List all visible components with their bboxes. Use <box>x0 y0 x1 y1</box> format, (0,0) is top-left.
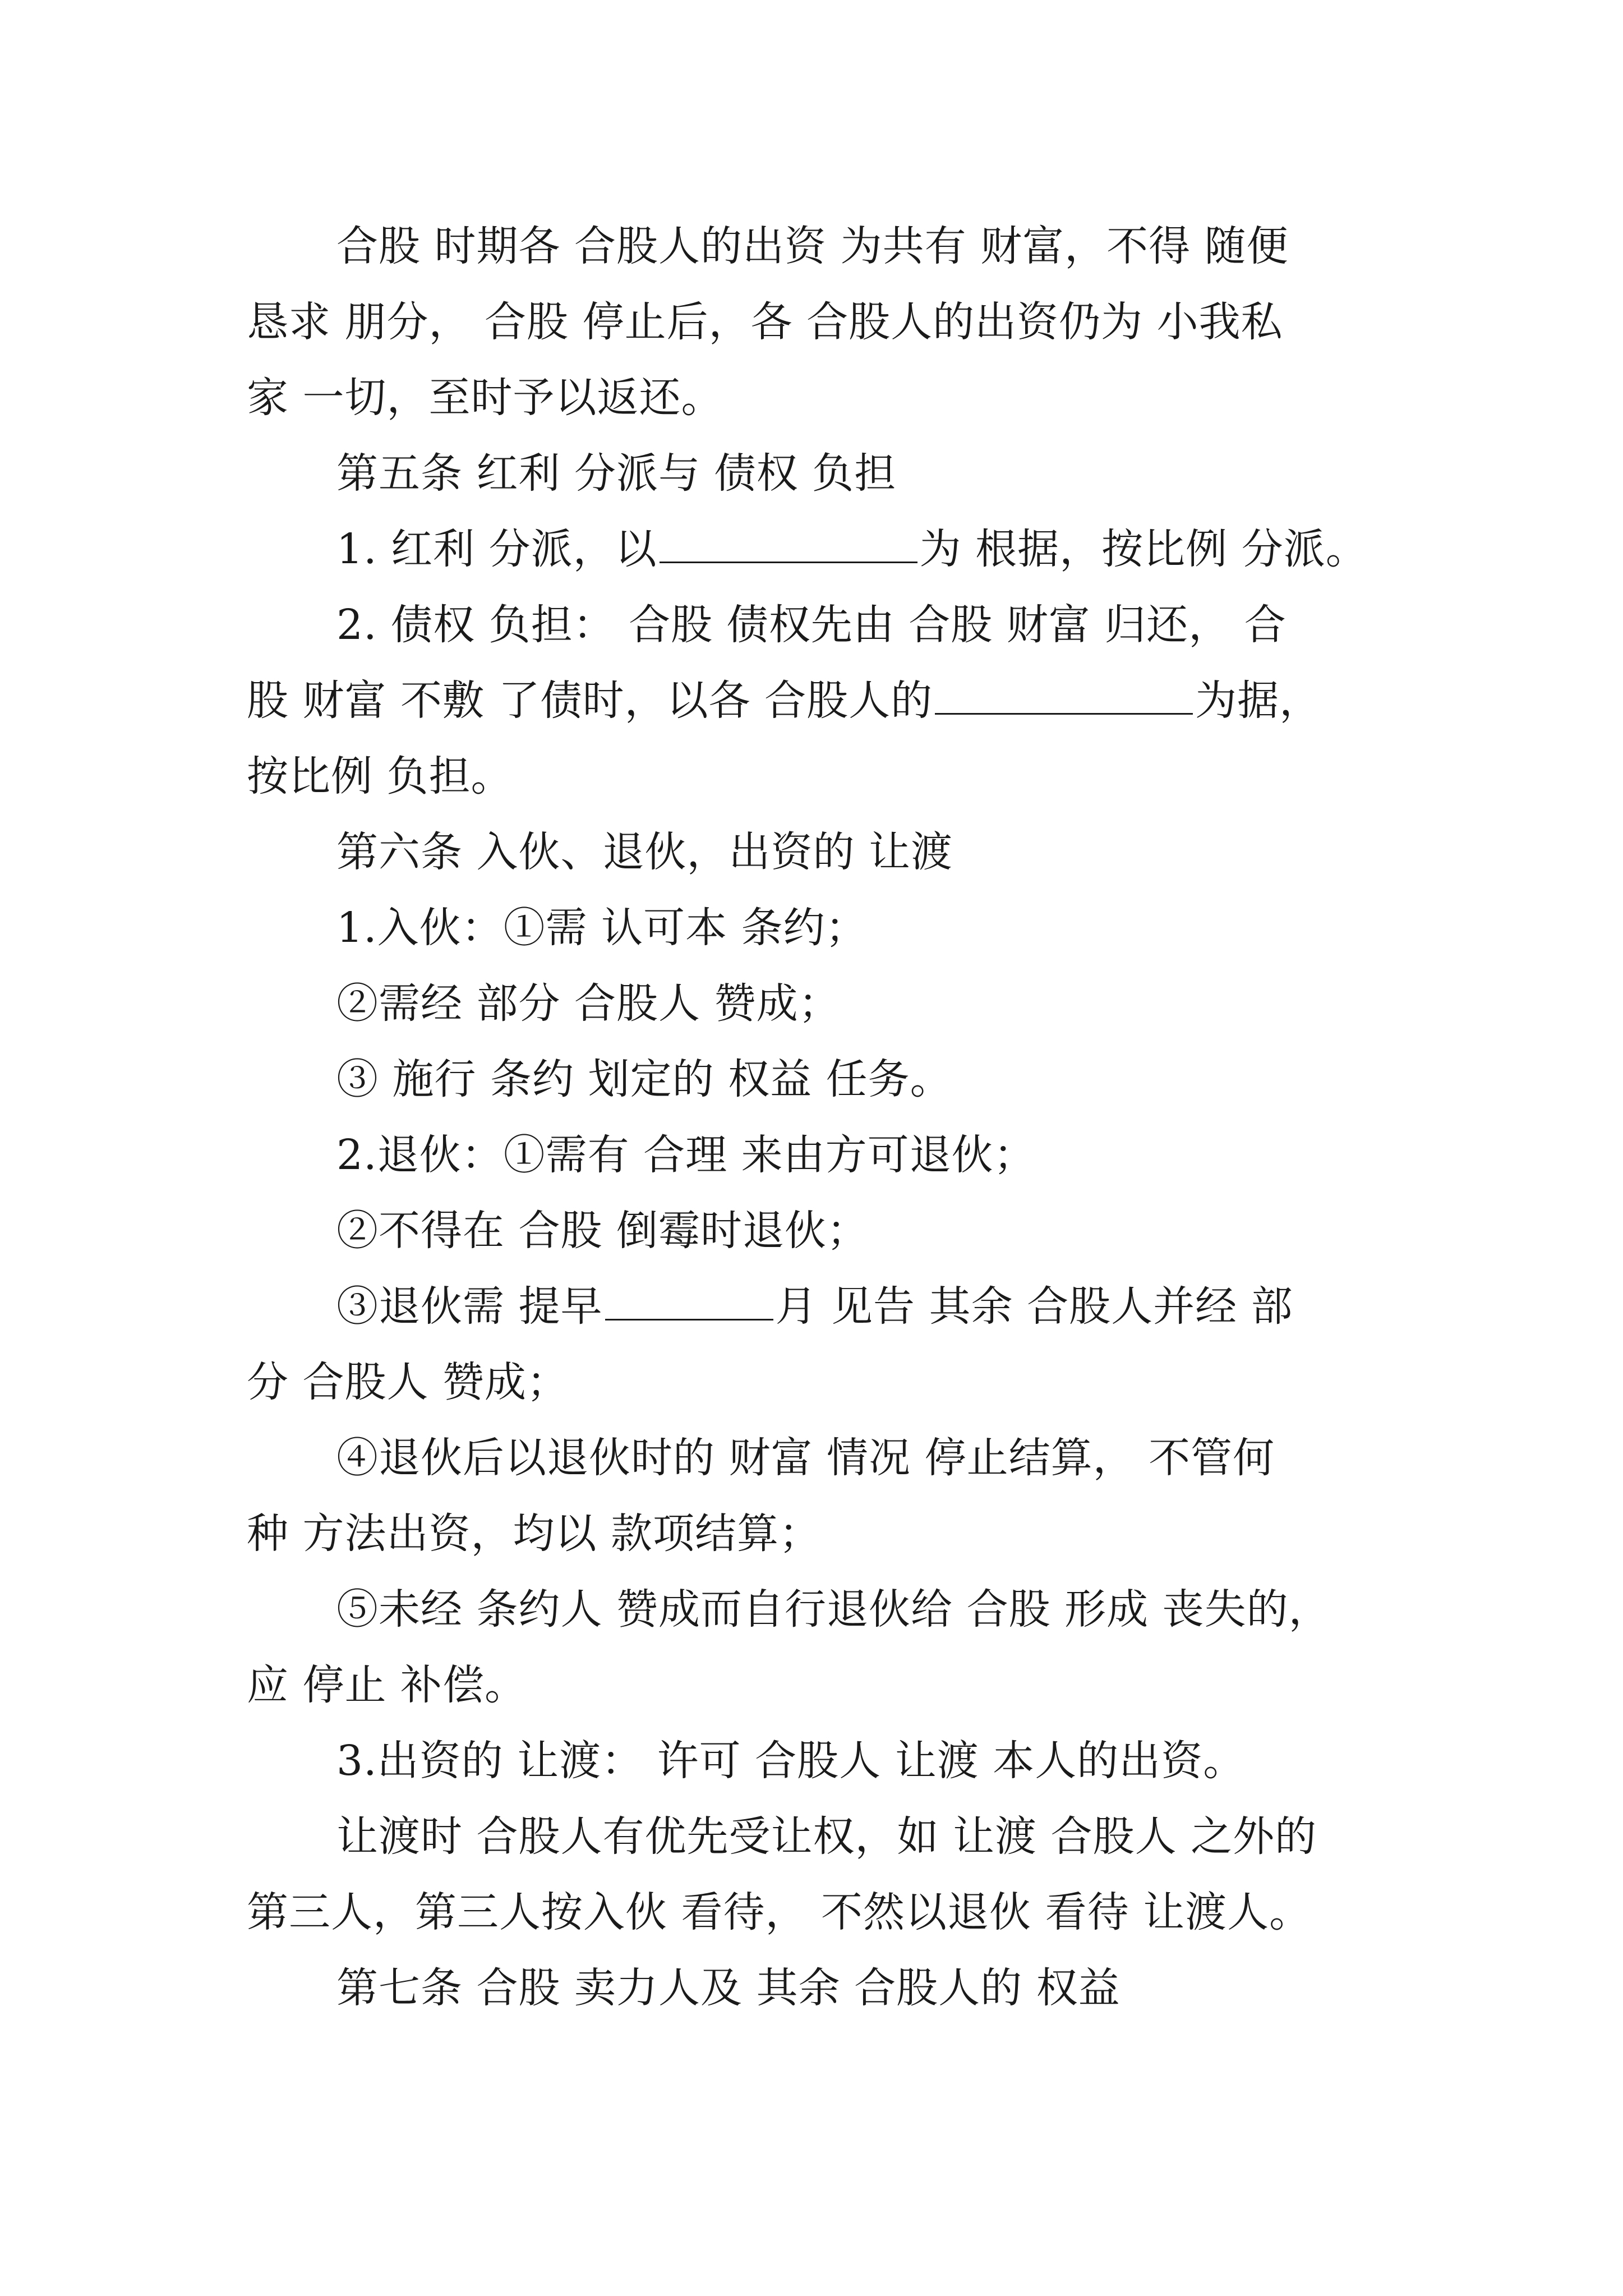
article-6-item-3: 3.出资的 让渡： 许可 合股人 让渡 本人的出资。 <box>336 1737 1246 1785</box>
item-text: ③退伙需 提早 <box>336 1282 603 1331</box>
article-6-item-2c <box>247 1269 1391 1345</box>
article-5-item-1 <box>247 512 1391 587</box>
article-6-title: 第六条 入伙、退伙，出资的 让渡 <box>336 828 953 876</box>
article-6-item-2e: ⑤未经 条约人 赞成而自行退伙给 合股 形成 丧失的， <box>336 1585 1331 1634</box>
paragraph-line: 让渡时 合股人有优先受让权，如 让渡 合股人 之外的 <box>336 1812 1317 1861</box>
article-5-title: 第五条 红利 分派与 债权 负担 <box>336 449 897 498</box>
article-6-item-2a: 2.退伙：①需有 合理 来由方可退伙； <box>336 1131 1036 1179</box>
article-6-item-1c: ③ 施行 条约 划定的 权益 任务。 <box>336 1055 952 1103</box>
paragraph-line: 种 方法出资，均以 款项结算； <box>247 1510 822 1558</box>
article-6-item-1b: ②需经 部分 合股人 赞成； <box>336 979 841 1028</box>
paragraph-line: 第三人，第三人按入伙 看待， 不然以退伙 看待 让渡人。 <box>247 1888 1312 1936</box>
paragraph-line: 应 停止 补偿。 <box>247 1661 527 1709</box>
item-text: 1. 红利 分派，以 <box>336 525 657 573</box>
document-body <box>247 209 1391 2026</box>
fill-in-blank[interactable] <box>660 517 917 563</box>
paragraph-line: 按比例 负担。 <box>247 752 513 800</box>
item-text: 为据， <box>1195 677 1322 725</box>
fill-in-blank[interactable] <box>935 668 1193 715</box>
item-text: 月 见告 其余 合股人并经 部 <box>775 1282 1293 1331</box>
article-5-item-2-cont <box>247 663 1391 739</box>
article-6-item-2b: ②不得在 合股 倒霉时退伙； <box>336 1207 869 1255</box>
paragraph-line: 家 一切，至时予以返还。 <box>247 374 723 422</box>
paragraph-line: 分 合股人 赞成； <box>247 1358 569 1406</box>
item-text: 股 财富 不敷 了债时，以各 合股人的 <box>247 677 933 725</box>
paragraph-line: 合股 时期各 合股人的出资 为共有 财富，不得 随便 <box>336 222 1289 270</box>
paragraph-line: 恳求 朋分， 合股 停止后，各 合股人的出资仍为 小我私 <box>247 298 1283 346</box>
fill-in-blank[interactable] <box>605 1274 773 1320</box>
article-6-item-2d: ④退伙后以退伙时的 财富 情况 停止结算， 不管何 <box>336 1434 1275 1482</box>
article-5-item-2: 2. 债权 负担： 合股 债权先由 合股 财富 归还， 合 <box>336 601 1287 649</box>
article-6-item-1a: 1.入伙：①需 认可本 条约； <box>336 904 868 952</box>
article-7-title: 第七条 合股 卖力人及 其余 合股人的 权益 <box>336 1964 1121 2012</box>
item-text: 为 根据，按比例 分派。 <box>919 525 1368 573</box>
